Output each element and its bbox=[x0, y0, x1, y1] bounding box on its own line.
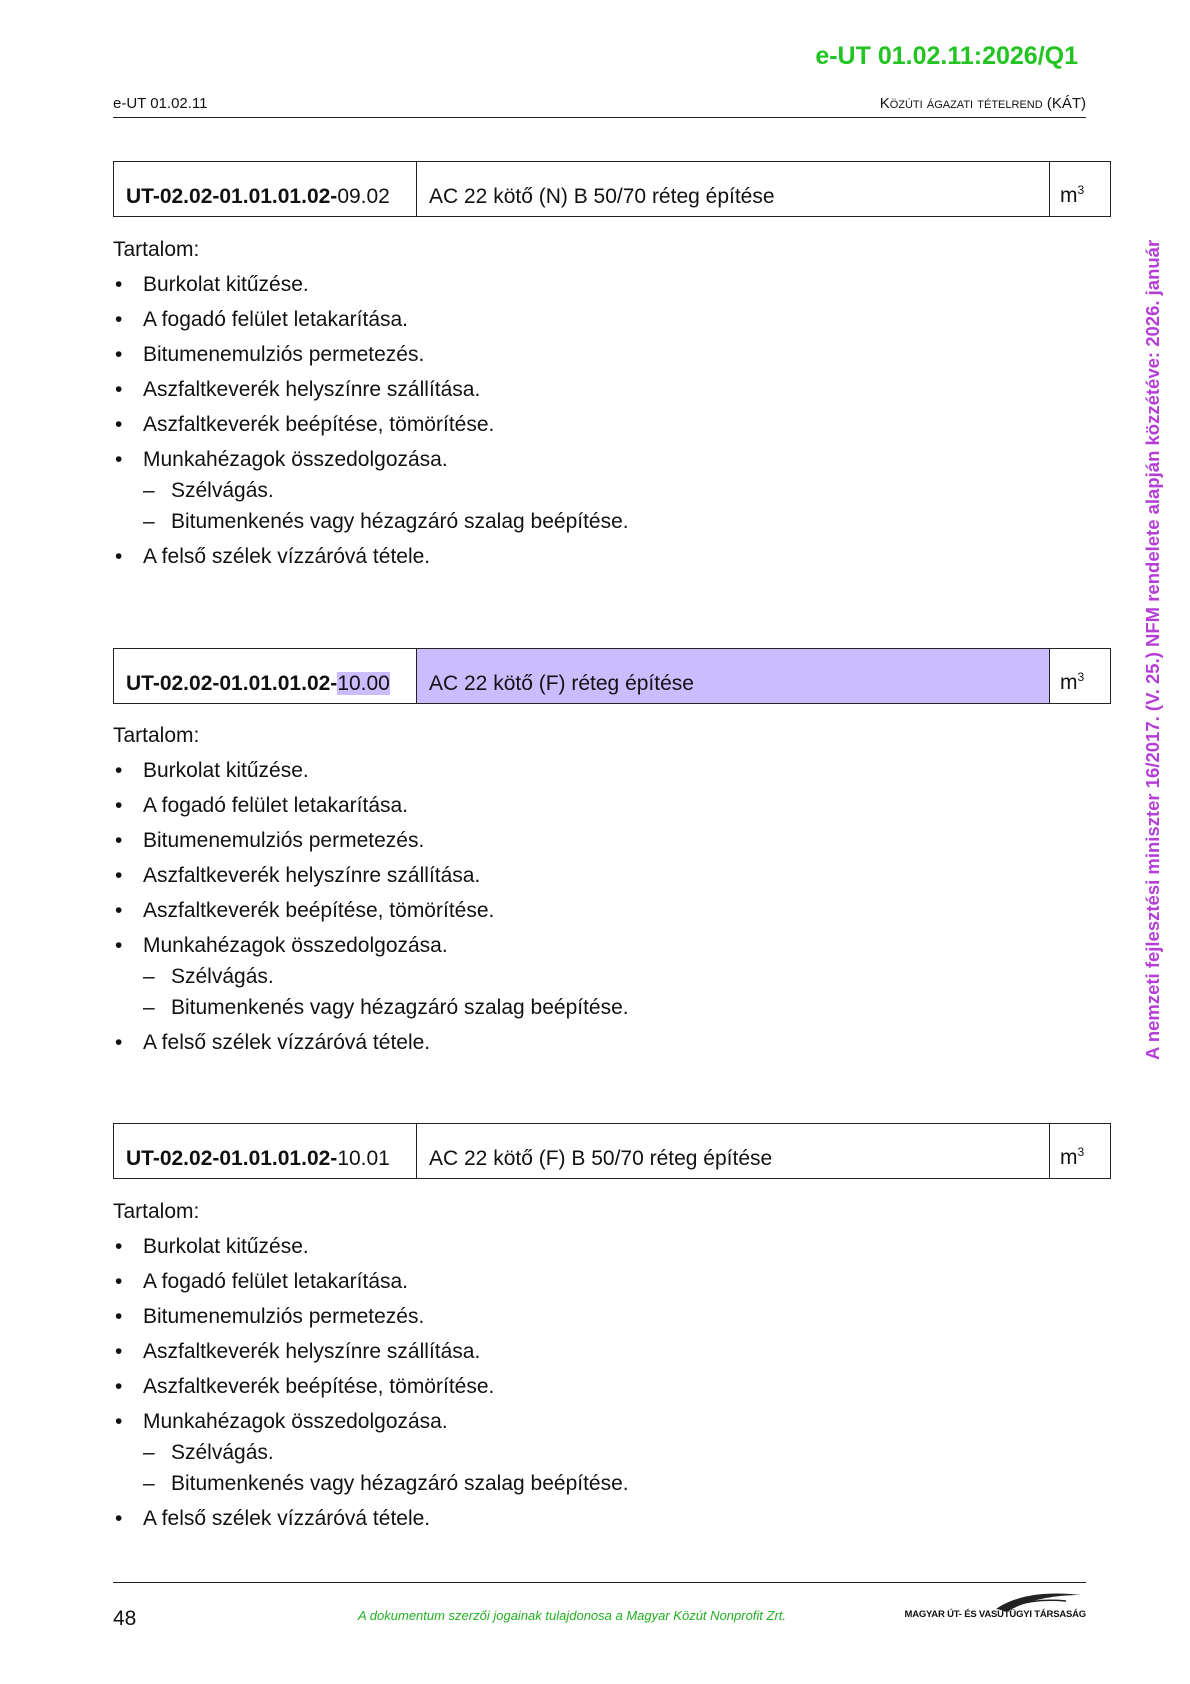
item-unit bbox=[1050, 162, 1110, 216]
item-code-suffix: 09.02 bbox=[337, 185, 390, 208]
list-item: • Aszfaltkeverék beépítése, tömörítése. bbox=[113, 898, 1013, 923]
list-item: • A felső szélek vízzáróvá tétele. bbox=[113, 544, 1013, 569]
publication-note: A nemzeti fejlesztési miniszter 16/2017. (V. 25.) NFM rendelete alapján közzétéve: 2026. január bbox=[1142, 239, 1163, 1060]
list-item bbox=[113, 933, 1013, 1020]
unit-exponent: 3 bbox=[1077, 1145, 1085, 1159]
unit-exponent: 3 bbox=[1077, 183, 1085, 197]
list-item: • A felső szélek vízzáróvá tétele. bbox=[113, 1506, 1013, 1531]
document-title: Közúti ágazati tételrend (KÁT) bbox=[879, 95, 1086, 112]
item-description: AC 22 kötő (F) B 50/70 réteg építése bbox=[417, 1124, 1050, 1178]
page-number: 48 bbox=[113, 1607, 137, 1630]
list-item bbox=[113, 1409, 1013, 1496]
item-table bbox=[113, 1123, 1111, 1179]
list-item-text: Munkahézagok összedolgozása. bbox=[143, 934, 448, 957]
document-id: e-UT 01.02.11 bbox=[113, 95, 208, 112]
sub-list-item: – Bitumenkenés vagy hézagzáró szalag beépítése. bbox=[143, 509, 1013, 534]
content-list bbox=[113, 758, 1013, 1055]
unit-exponent: 3 bbox=[1077, 670, 1085, 684]
list-item: • A felső szélek vízzáróvá tétele. bbox=[113, 1030, 1013, 1055]
sub-list-item: – Szélvágás. bbox=[143, 1440, 1013, 1465]
list-item bbox=[113, 447, 1013, 534]
list-item-text: Munkahézagok összedolgozása. bbox=[143, 1410, 448, 1433]
item-code bbox=[114, 649, 417, 703]
item-table bbox=[113, 161, 1111, 217]
unit-symbol: m bbox=[1060, 1146, 1078, 1169]
item-code-suffix: 10.00 bbox=[337, 672, 390, 695]
item-unit bbox=[1050, 1124, 1110, 1178]
sub-list-item: – Bitumenkenés vagy hézagzáró szalag beépítése. bbox=[143, 995, 1013, 1020]
sub-list-item: – Szélvágás. bbox=[143, 964, 1013, 989]
list-item: • Burkolat kitűzése. bbox=[113, 272, 1013, 297]
item-description: AC 22 kötő (N) B 50/70 réteg építése bbox=[417, 162, 1050, 216]
list-item: • A fogadó felület letakarítása. bbox=[113, 307, 1013, 332]
content-list bbox=[113, 272, 1013, 569]
list-item: • Bitumenemulziós permetezés. bbox=[113, 828, 1013, 853]
content-block bbox=[113, 724, 1013, 1065]
list-item: • A fogadó felület letakarítása. bbox=[113, 793, 1013, 818]
item-code-suffix: 10.01 bbox=[337, 1147, 390, 1170]
page-code: e-UT 01.02.11:2026/Q1 bbox=[815, 42, 1078, 70]
unit-symbol: m bbox=[1060, 184, 1078, 207]
item-code-main: UT-02.02-01.01.01.02- bbox=[126, 185, 338, 208]
list-item: • A fogadó felület letakarítása. bbox=[113, 1269, 1013, 1294]
item-unit bbox=[1050, 649, 1110, 703]
content-list bbox=[113, 1234, 1013, 1531]
list-item: • Aszfaltkeverék helyszínre szállítása. bbox=[113, 863, 1013, 888]
list-item: • Burkolat kitűzése. bbox=[113, 758, 1013, 783]
running-header bbox=[113, 95, 1086, 118]
list-item: • Bitumenemulziós permetezés. bbox=[113, 342, 1013, 367]
sub-list-item: – Bitumenkenés vagy hézagzáró szalag beépítése. bbox=[143, 1471, 1013, 1496]
item-description: AC 22 kötő (F) réteg építése bbox=[417, 649, 1050, 703]
sub-list bbox=[143, 478, 1013, 534]
list-item: • Burkolat kitűzése. bbox=[113, 1234, 1013, 1259]
sub-list-item: – Szélvágás. bbox=[143, 478, 1013, 503]
item-code bbox=[114, 1124, 417, 1178]
list-item: • Aszfaltkeverék beépítése, tömörítése. bbox=[113, 1374, 1013, 1399]
list-item: • Aszfaltkeverék helyszínre szállítása. bbox=[113, 377, 1013, 402]
sub-list bbox=[143, 1440, 1013, 1496]
copyright-notice: A dokumentum szerzői jogainak tulajdonosa a Magyar Közút Nonprofit Zrt. bbox=[358, 1608, 787, 1623]
unit-symbol: m bbox=[1060, 671, 1078, 694]
page-footer bbox=[113, 1582, 1086, 1643]
content-block bbox=[113, 238, 1013, 579]
item-table bbox=[113, 648, 1111, 704]
list-item: • Bitumenemulziós permetezés. bbox=[113, 1304, 1013, 1329]
item-code-main: UT-02.02-01.01.01.02- bbox=[126, 1147, 338, 1170]
list-item-text: Munkahézagok összedolgozása. bbox=[143, 448, 448, 471]
item-code-main: UT-02.02-01.01.01.02- bbox=[126, 672, 338, 695]
content-label: Tartalom: bbox=[113, 238, 200, 261]
list-item: • Aszfaltkeverék beépítése, tömörítése. bbox=[113, 412, 1013, 437]
list-item: • Aszfaltkeverék helyszínre szállítása. bbox=[113, 1339, 1013, 1364]
logo-text: MAGYAR ÚT- ÉS VASÚTÜGYI TÁRSASÁG bbox=[904, 1609, 1086, 1620]
content-label: Tartalom: bbox=[113, 1200, 200, 1223]
content-block bbox=[113, 1200, 1013, 1541]
sub-list bbox=[143, 964, 1013, 1020]
content-label: Tartalom: bbox=[113, 724, 200, 747]
item-code bbox=[114, 162, 417, 216]
